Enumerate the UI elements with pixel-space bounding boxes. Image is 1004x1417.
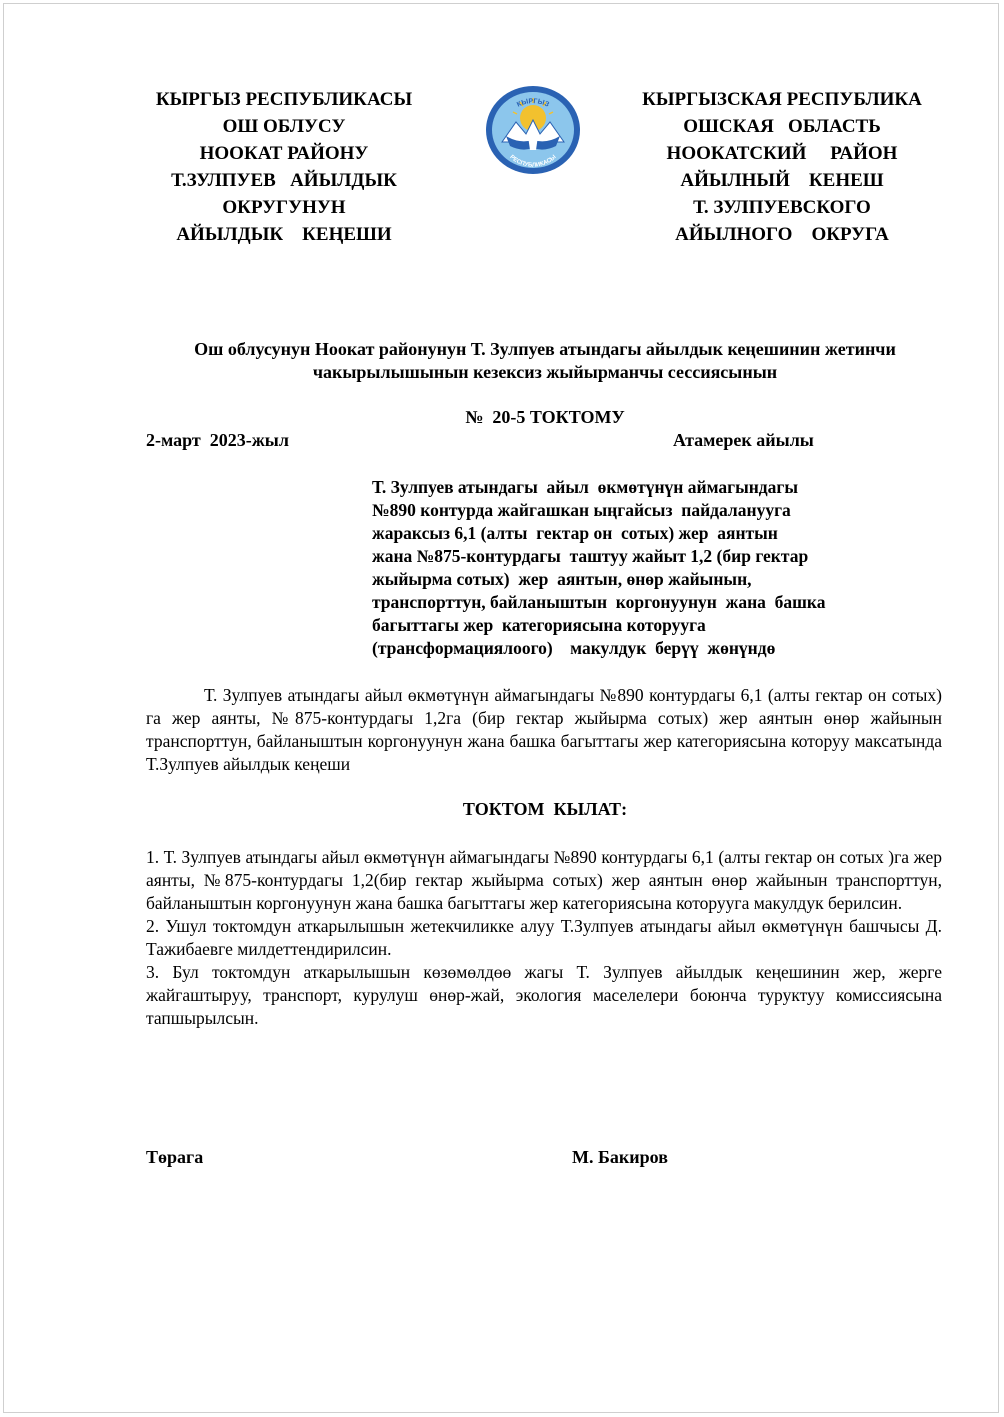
decision-item: 2. Ушул токтомдун аткарылышын жетекчиликке алуу Т.Зулпуев атындагы айыл өкмөтүнүн башчысы Д. Тажибаевге милдеттендирилсин. — [146, 916, 942, 959]
decision-items — [146, 846, 942, 1030]
header-right-line: Т. ЗУЛПУЕВСКОГО — [693, 197, 871, 218]
header-left-kyrgyz — [140, 86, 428, 248]
subject-line: (трансформациялоого) макулдук берүү жөнүндө — [372, 638, 776, 658]
subject-line: багыттагы жер категориясына которууга — [372, 615, 706, 635]
header-left-line: ОКРУГУНУН — [222, 197, 346, 218]
header-left-line: АЙЫЛДЫК КЕҢЕШИ — [176, 224, 392, 245]
header-left-line: ОШ ОБЛУСУ — [222, 116, 346, 137]
decree-village: Атамерек айылы — [673, 430, 814, 450]
header-right-line: КЫРГЫЗСКАЯ РЕСПУБЛИКА — [642, 89, 922, 110]
decree-subject — [372, 476, 942, 660]
subject-line: №890 контурда жайгашкан ыңгайсыз пайдаланууга — [372, 500, 791, 520]
header-left-line: НООКАТ РАЙОНУ — [199, 143, 369, 164]
subject-line: жана №875-контурдагы таштуу жайыт 1,2 (бир гектар — [372, 546, 809, 566]
session-title: Ош облусунун Ноокат районунун Т. Зулпуев атындагы айылдык кеңешинин жетинчи чакырылышынын кезексиз жыйырманчы сессиясынын — [194, 339, 896, 382]
header-left-line: Т.ЗУЛПУЕВ АЙЫЛДЫК — [171, 170, 397, 191]
decision-heading: ТОКТОМ КЫЛАТ: — [462, 799, 628, 819]
decree-number: № 20-5 ТОКТОМУ — [465, 407, 625, 427]
preamble-paragraph: Т. Зулпуев атындагы айыл өкмөтүнүн аймагындагы №890 контурдагы 6,1 (алты гектар он сотых) га жер аянты, №875-контурдагы 1,2га (бир гектар жыйырма сотых) жер аянтын өнөр жайынын транспорттун, байланыштын коргонуунун жана башка багыттагы жер категориясына которуу максатында Т.Зулпуев айылдык кеңеши — [146, 685, 942, 774]
header-right-line: ОШСКАЯ ОБЛАСТЬ — [683, 116, 881, 137]
subject-line: жыйырма сотых) жер аянтын, өнөр жайынын, — [372, 569, 752, 589]
decision-item: 3. Бул токтомдун аткарылышын көзөмөлдөө жагы Т. Зулпуев айылдык кеңешинин жер, жерге жайгаштыруу, транспорт, курулуш өнөр-жай, экология маселелери боюнча туруктуу комиссиясына тапшырылсын. — [146, 962, 942, 1028]
signature-name: М. Бакиров — [572, 1147, 668, 1167]
signature-title: Төрага — [146, 1147, 204, 1167]
header-right-russian — [626, 86, 938, 248]
emblem-bottom-text: РЕСПУБЛИКАСЫ — [508, 154, 558, 169]
decision-item: 1. Т. Зулпуев атындагы айыл өкмөтүнүн аймагындагы №890 контурдагы 6,1 (алты гектар он сотых )га жер аянты, №875-контурдагы 1,2(бир гектар жыйырма сотых) жер аянтын өнөр жайынын транспорттун, байланыштын коргонуунун жана башка багыттагы жер категориясына которууга макулдук берилсин. — [146, 847, 942, 913]
header-left-line: КЫРГЫЗ РЕСПУБЛИКАСЫ — [155, 89, 413, 110]
header-right-line: АЙЫЛНОГО ОКРУГА — [675, 224, 889, 245]
header-right-line: НООКАТСКИЙ РАЙОН — [666, 143, 898, 164]
subject-line: Т. Зулпуев атындагы айыл өкмөтүнүн аймагындагы — [372, 477, 799, 497]
state-emblem-icon — [484, 84, 582, 176]
header-right-line: АЙЫЛНЫЙ КЕНЕШ — [680, 170, 884, 191]
subject-line: транспорттун, байланыштын коргонуунун жана башка — [372, 592, 826, 612]
emblem-top-text: КЫРГЫЗ — [515, 98, 551, 109]
subject-line: жараксыз 6,1 (алты гектар он сотых) жер аянтын — [372, 523, 778, 543]
decree-date: 2-март 2023-жыл — [146, 430, 289, 450]
